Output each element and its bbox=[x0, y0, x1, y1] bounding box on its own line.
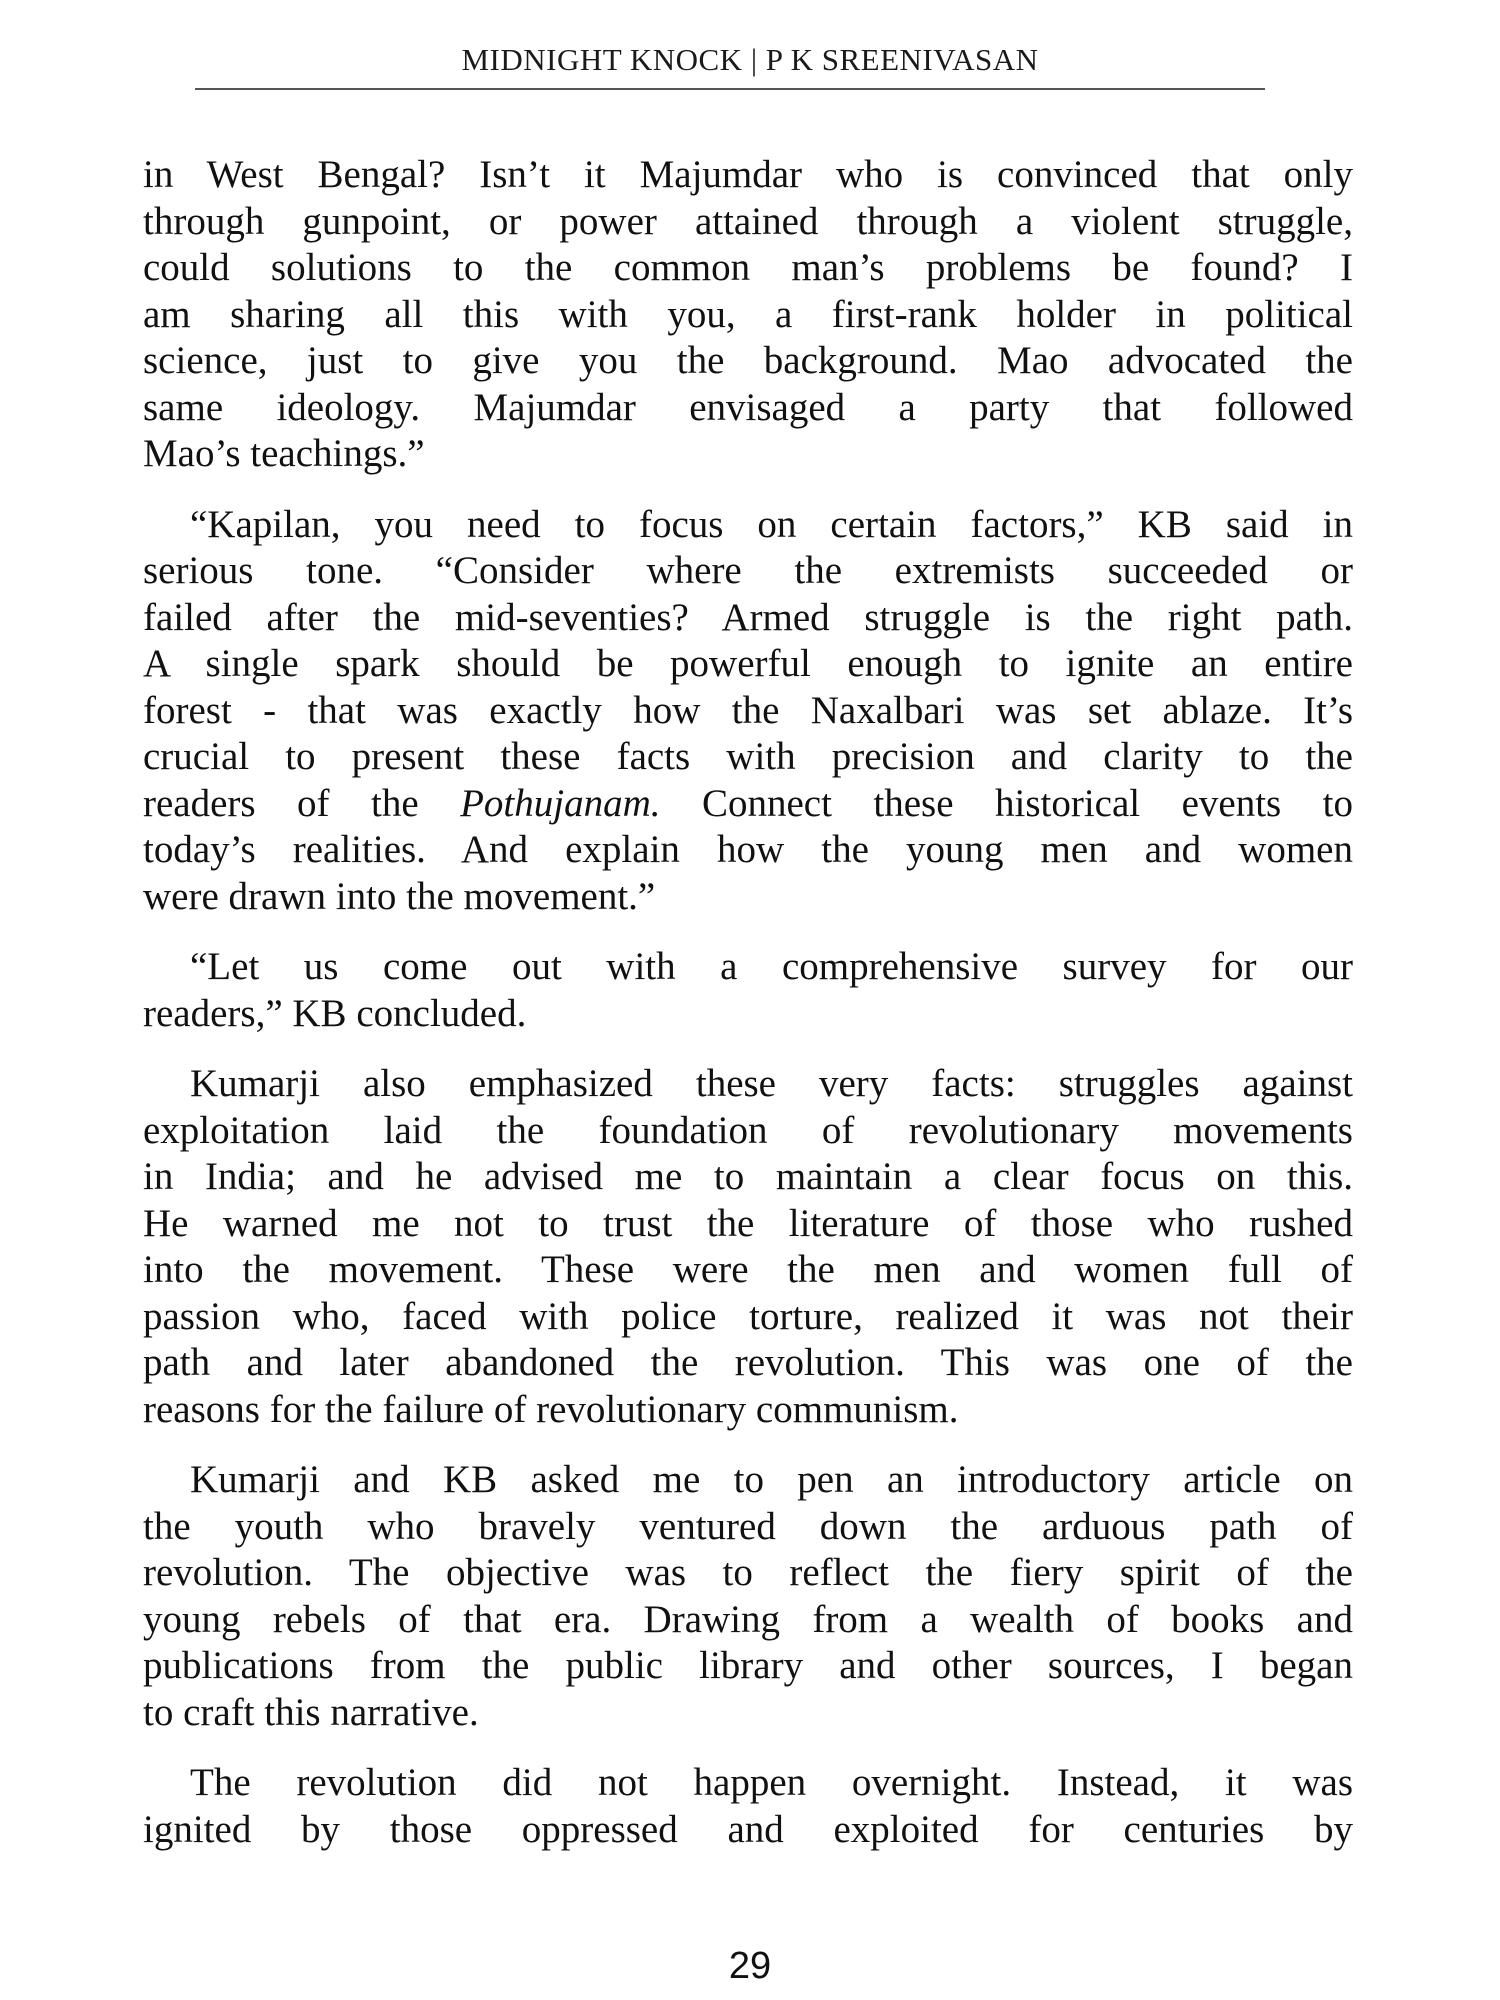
text-line: “Kapilan, you need to focus on certain factors,” KB said in bbox=[190, 502, 1353, 546]
paragraph bbox=[143, 1457, 1353, 1736]
page-number: 29 bbox=[728, 1945, 772, 1987]
text-line: failed after the mid-seventies? Armed struggle is the right path. bbox=[143, 595, 1353, 639]
text-line: in India; and he advised me to maintain a clear focus on this. bbox=[143, 1155, 1353, 1198]
text-line: path and later abandoned the revolution. This was one of the bbox=[143, 1341, 1353, 1384]
paragraph bbox=[143, 152, 1353, 478]
text-line: in West Bengal? Isn’t it Majumdar who is convinced that only bbox=[143, 153, 1353, 196]
text-line: into the movement. These were the men and women full of bbox=[143, 1248, 1353, 1291]
text-line: exploitation laid the foundation of revolutionary movements bbox=[143, 1108, 1353, 1152]
text-line: crucial to present these facts with precision and clarity to the bbox=[143, 735, 1353, 778]
italic-title: Pothujanam. bbox=[460, 781, 661, 825]
text-segment: readers of the bbox=[143, 781, 461, 825]
header-rule bbox=[195, 88, 1265, 90]
text-line: forest - that was exactly how the Naxalbari was set ablaze. It’s bbox=[143, 688, 1353, 732]
text-line: A single spark should be powerful enough to ignite an entire bbox=[143, 642, 1353, 685]
text-line: revolution. The objective was to reflect the fiery spirit of the bbox=[143, 1551, 1353, 1594]
text-line bbox=[143, 781, 1353, 828]
text-line: science, just to give you the background. Mao advocated the bbox=[143, 339, 1353, 382]
text-line: publications from the public library and other sources, I began bbox=[143, 1644, 1353, 1687]
text-line: the youth who bravely ventured down the arduous path of bbox=[143, 1504, 1353, 1548]
text-line: am sharing all this with you, a first-rank holder in political bbox=[143, 292, 1353, 336]
text-line: serious tone. “Consider where the extremists succeeded or bbox=[143, 549, 1353, 592]
text-segment: Connect these historical events to bbox=[660, 781, 1353, 825]
body-text bbox=[143, 152, 1353, 1877]
text-line: ignited by those oppressed and exploited for centuries by bbox=[143, 1807, 1353, 1851]
text-line: readers,” KB concluded. bbox=[143, 991, 527, 1035]
text-line: Mao’s teachings.” bbox=[143, 432, 425, 475]
text-line: could solutions to the common man’s problems be found? I bbox=[143, 246, 1353, 289]
text-line: passion who, faced with police torture, realized it was not their bbox=[143, 1294, 1353, 1338]
running-header: MIDNIGHT KNOCK | P K SREENIVASAN bbox=[461, 42, 1039, 77]
text-line: Kumarji and KB asked me to pen an introductory article on bbox=[190, 1458, 1353, 1501]
paragraph bbox=[143, 1760, 1353, 1853]
text-line: reasons for the failure of revolutionary communism. bbox=[143, 1387, 959, 1431]
text-line: He warned me not to trust the literature of those who rushed bbox=[143, 1201, 1353, 1245]
text-line: were drawn into the movement.” bbox=[143, 874, 656, 918]
paragraph bbox=[143, 944, 1353, 1037]
text-line: today’s realities. And explain how the young men and women bbox=[143, 828, 1353, 871]
text-line: to craft this narrative. bbox=[143, 1690, 479, 1734]
text-line: same ideology. Majumdar envisaged a party that followed bbox=[143, 385, 1353, 429]
text-line: through gunpoint, or power attained through a violent struggle, bbox=[143, 199, 1353, 243]
text-line: Kumarji also emphasized these very facts: struggles against bbox=[190, 1062, 1353, 1105]
text-line: “Let us come out with a comprehensive survey for our bbox=[190, 945, 1353, 988]
paragraph bbox=[143, 1061, 1353, 1433]
text-line: young rebels of that era. Drawing from a wealth of books and bbox=[143, 1597, 1353, 1641]
text-line: The revolution did not happen overnight. Instead, it was bbox=[190, 1761, 1353, 1804]
paragraph bbox=[143, 502, 1353, 921]
